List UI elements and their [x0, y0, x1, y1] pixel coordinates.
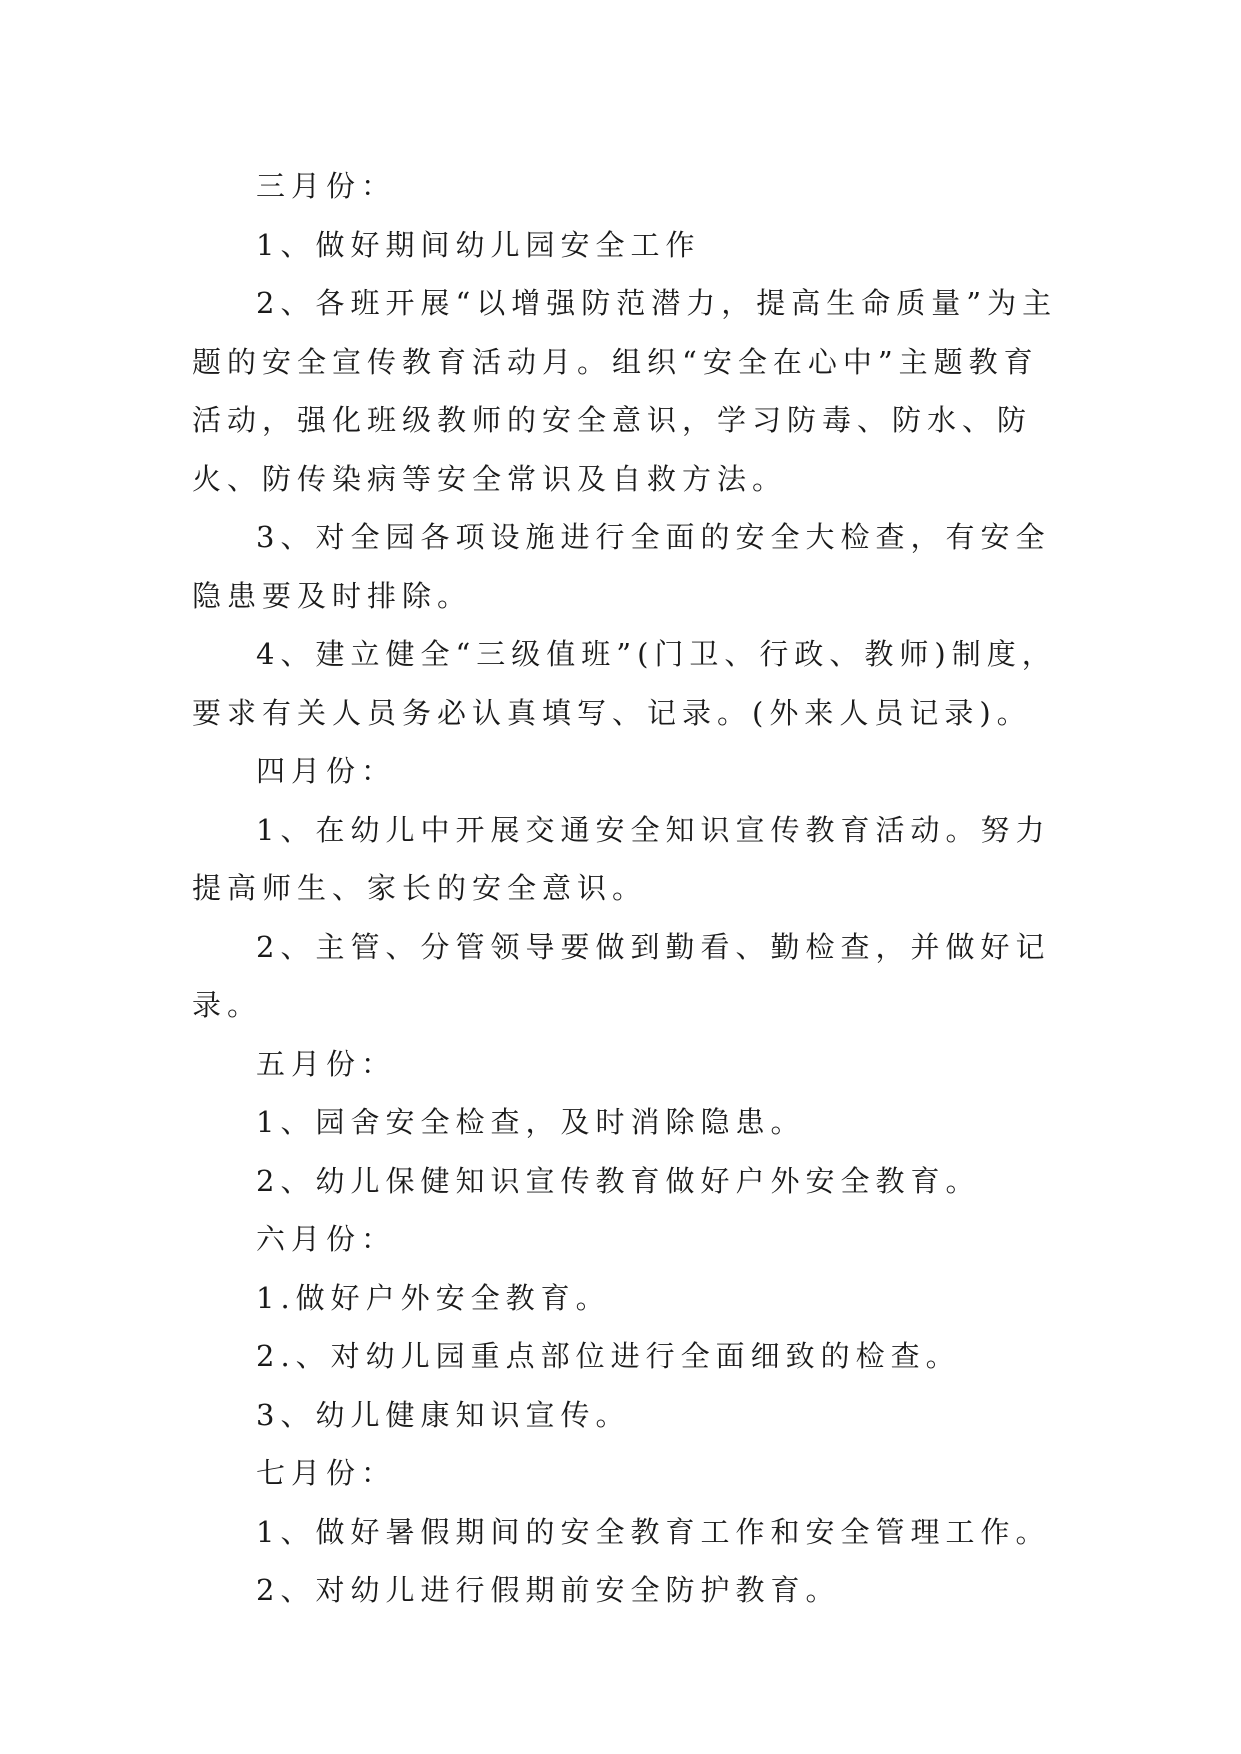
paragraph: 4、建立健全“三级值班”(门卫、行政、教师)制度，要求有关人员务必认真填写、记录。(外来人员记录)。	[192, 637, 1057, 730]
paragraph: 1、园舍安全检查，及时消除隐患。	[256, 1105, 806, 1139]
paragraph: 2、幼儿保健知识宣传教育做好户外安全教育。	[256, 1163, 981, 1198]
paragraph: 1、做好暑假期间的安全教育工作和安全管理工作。	[256, 1514, 1051, 1549]
paragraph: 3、对全园各项设施进行全面的安全大检查，有安全隐患要及时排除。	[192, 520, 1051, 613]
paragraph: 1、做好期间幼儿园安全工作	[256, 227, 701, 262]
paragraph: 1.做好户外安全教育。	[256, 1280, 611, 1315]
paragraph: 2、各班开展“以增强防范潜力，提高生命质量”为主题的安全宣传教育活动月。组织“安全在心中”主题教育活动，强化班级教师的安全意识，学习防毒、防水、防火、防传染病等安全常识及自救方法。	[192, 286, 1058, 496]
paragraph: 3、幼儿健康知识宣传。	[256, 1397, 631, 1432]
document-body	[192, 157, 1072, 1620]
month-heading-july: 七月份：	[256, 1456, 397, 1490]
month-heading-march: 三月份：	[256, 169, 397, 203]
paragraph: 2.、对幼儿园重点部位进行全面细致的检查。	[256, 1339, 961, 1373]
month-heading-june: 六月份：	[256, 1222, 397, 1256]
month-heading-april: 四月份：	[256, 754, 397, 788]
month-heading-may: 五月份：	[256, 1046, 397, 1081]
paragraph: 2、对幼儿进行假期前安全防护教育。	[256, 1573, 841, 1607]
paragraph: 1、在幼儿中开展交通安全知识宣传教育活动。努力提高师生、家长的安全意识。	[192, 812, 1051, 905]
paragraph: 2、主管、分管领导要做到勤看、勤检查，并做好记录。	[192, 929, 1051, 1022]
